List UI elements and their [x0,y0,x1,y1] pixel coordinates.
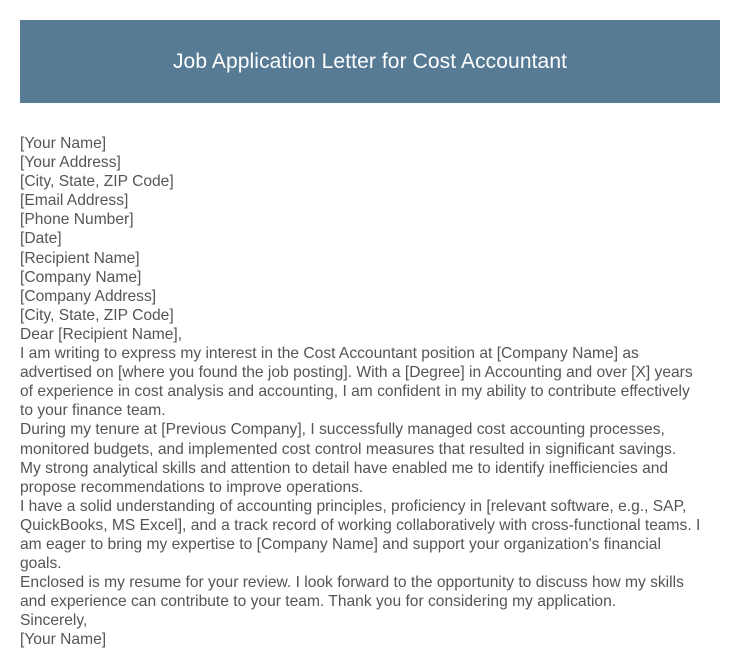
paragraph-line: QuickBooks, MS Excel], and a track record of working collaboratively with cross-functional teams. I [20,516,701,534]
paragraph-line: of experience in cost analysis and accounting, I am confident in my ability to contribute effectively [20,383,690,401]
letter-title-banner [20,20,720,103]
sender-city-state-zip: [City, State, ZIP Code] [20,173,174,191]
sender-name: [Your Name] [20,135,107,152]
paragraph-line: I have a solid understanding of accounting principles, proficiency in [relevant software, e.g., SAP, [20,497,687,515]
paragraph-line: goals. [20,555,62,573]
paragraph-line: Enclosed is my resume for your review. I look forward to the opportunity to discuss how my skills [20,574,684,592]
sender-email: [Email Address] [20,192,129,210]
sender-address: [Your Address] [20,154,121,172]
paragraph-experience [20,420,725,496]
recipient-name: [Recipient Name] [20,249,140,267]
recipient-city-state-zip: [City, State, ZIP Code] [20,306,174,324]
page-title: Job Application Letter for Cost Accountant [172,49,568,73]
paragraph-closing [20,573,725,611]
letter-date: [Date] [20,230,62,248]
closing-phrase: Sincerely, [20,612,88,630]
sender-block [20,134,725,229]
paragraph-line: to your finance team. [20,402,166,420]
recipient-company: [Company Name] [20,268,142,286]
paragraph-intro [20,344,725,420]
paragraph-line: am eager to bring my expertise to [Company Name] and support your organization's financial [20,535,661,553]
paragraph-skills [20,497,725,573]
recipient-company-address: [Company Address] [20,287,157,305]
paragraph-line: My strong analytical skills and attention to detail have enabled me to identify inefficiencies and [20,459,669,477]
paragraph-line: advertised on [where you found the job posting]. With a [Degree] in Accounting and over [X] years [20,364,693,382]
paragraph-line: and experience can contribute to your team. Thank you for considering my application. [20,593,617,611]
recipient-block [20,249,725,325]
salutation: Dear [Recipient Name], [20,325,183,343]
paragraph-line: I am writing to express my interest in the Cost Accountant position at [Company Name] as [20,345,639,363]
letter-body [20,134,725,650]
paragraph-line: propose recommendations to improve operations. [20,478,364,496]
sender-phone: [Phone Number] [20,211,134,229]
paragraph-line: monitored budgets, and implemented cost control measures that resulted in significant savings. [20,440,677,458]
paragraph-line: During my tenure at [Previous Company], I successfully managed cost accounting processes, [20,421,665,439]
signature-name: [Your Name] [20,631,107,649]
